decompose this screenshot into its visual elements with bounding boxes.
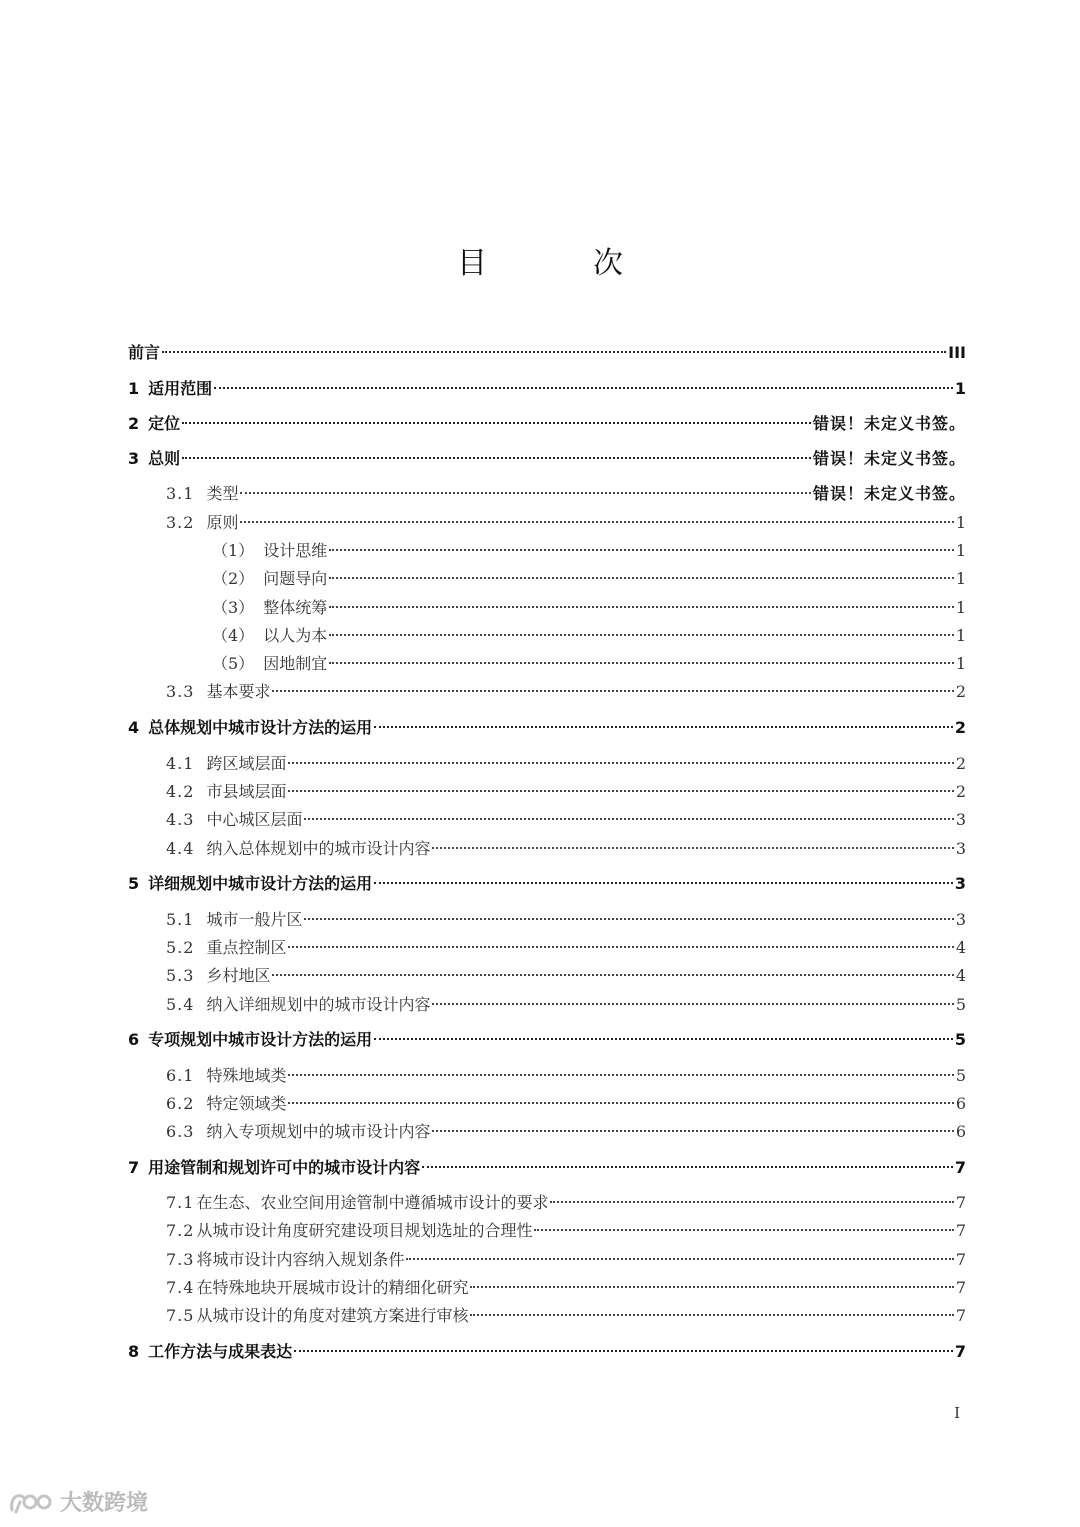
toc-entry[interactable] [166,1304,966,1328]
toc-dot-leader [329,606,954,608]
toc-entry[interactable] [166,1276,966,1300]
toc-entry-label: 跨区域层面 [206,754,287,773]
watermark [8,1486,148,1517]
toc-entry-number: 6.3 [166,1122,195,1141]
toc-entry-number: 5.2 [166,938,195,957]
toc-entry-label: 问题导向 [263,569,328,588]
toc-entry-label: 基本要求 [206,682,271,701]
toc-entry-number: 8 [128,1342,140,1361]
toc-entry-label: 在特殊地块开展城市设计的精细化研究 [196,1278,469,1297]
toc-dot-leader [329,549,954,551]
toc-entry-label: 工作方法与成果表达 [148,1342,293,1361]
toc-entry-page: 7 [954,1342,966,1361]
toc-entry-number: 3 [128,449,140,468]
toc-dot-leader [182,422,811,424]
toc-dot-leader [162,351,946,353]
toc-entry-label: 详细规划中城市设计方法的运用 [148,874,373,893]
toc-entry-page: 2 [955,682,966,701]
toc-dot-leader [272,690,953,692]
toc-entry-label: 中心城区层面 [206,810,303,829]
toc-entry-label: 从城市设计角度研究建设项目规划选址的合理性 [196,1221,533,1240]
toc-entry-page: 2 [955,754,966,773]
toc-entry-label: 整体统筹 [263,598,328,617]
toc-entry-page: 7 [955,1306,966,1325]
toc-entry[interactable] [166,1219,966,1243]
toc-dot-leader [422,1166,953,1168]
page-title: 目 次 [457,246,661,281]
toc-entry[interactable] [166,482,966,506]
toc-entry-number: 4.4 [166,839,195,858]
toc-entry-number: 5.4 [166,995,195,1014]
toc-entry-page: 错误！未定义书签。 [812,414,966,433]
toc-entry[interactable] [166,993,966,1017]
toc-entry-label: 原则 [206,513,239,532]
toc-entry[interactable] [128,872,966,896]
toc-dot-leader [534,1229,953,1231]
toc-entry-number: 6 [128,1030,140,1049]
toc-entry[interactable] [166,1248,966,1272]
toc-entry-label: 因地制宜 [263,654,328,673]
toc-entry[interactable] [212,596,966,620]
toc-dot-leader [288,946,953,948]
toc-entry-page: 5 [955,1066,966,1085]
toc-entry-number: 7.1 [166,1193,195,1212]
toc-entry-number: 7 [128,1158,140,1177]
toc-entry[interactable] [212,539,966,563]
toc-entry-label: 设计思维 [263,541,328,560]
toc-entry-page: 5 [954,1030,966,1049]
toc-dot-leader [374,1038,953,1040]
toc-entry-page: 3 [955,810,966,829]
toc-entry-page: 7 [955,1221,966,1240]
toc-entry-label: 纳入专项规划中的城市设计内容 [206,1122,431,1141]
toc-entry-page: 3 [955,910,966,929]
toc-entry[interactable] [166,1120,966,1144]
toc-dot-leader [329,577,954,579]
toc-entry-number: 3.1 [166,484,195,503]
toc-entry[interactable] [166,511,966,535]
toc-entry[interactable] [166,1191,966,1215]
toc-entry[interactable] [166,908,966,932]
toc-entry-number: 3.3 [166,682,195,701]
toc-entry-page: 1 [955,598,966,617]
toc-entry[interactable] [166,752,966,776]
toc-entry-label: 适用范围 [148,379,213,398]
toc-entry-number: 3.2 [166,513,195,532]
toc-entry-page: 6 [955,1122,966,1141]
toc-entry-label: 总体规划中城市设计方法的运用 [148,718,373,737]
toc-entry-page: 1 [955,513,966,532]
toc-entry-page: 7 [954,1158,966,1177]
toc-entry[interactable] [166,808,966,832]
toc-entry[interactable] [166,964,966,988]
toc-dot-leader [182,457,811,459]
toc-entry[interactable] [166,1064,966,1088]
toc-entry[interactable] [166,680,966,704]
toc-entry-page: 7 [955,1278,966,1297]
toc-entry-number: （1） [212,541,255,560]
toc-entry-label: 从城市设计的角度对建筑方案进行审核 [196,1306,469,1325]
toc-dot-leader [470,1286,953,1288]
toc-dot-leader [550,1201,953,1203]
toc-entry-number: 5.1 [166,910,195,929]
toc-entry-page: 4 [955,966,966,985]
toc-entry-page: 1 [954,379,966,398]
toc-entry-page: III [948,343,966,362]
page-number: I [954,1404,960,1422]
toc-entry-page: 6 [955,1094,966,1113]
toc-dot-leader [432,1130,953,1132]
toc-dot-leader [304,918,953,920]
toc-entry-page: 4 [955,938,966,957]
toc-dot-leader [240,492,811,494]
toc-entry-page: 1 [955,541,966,560]
toc-dot-leader [470,1314,953,1316]
toc-entry-number: （5） [212,654,255,673]
toc-entry[interactable] [128,1340,966,1364]
toc-entry[interactable] [128,412,966,436]
toc-entry-number: 7.4 [166,1278,195,1297]
toc-entry-number: 6.2 [166,1094,195,1113]
toc-entry-page: 3 [954,874,966,893]
toc-entry-label: 类型 [206,484,239,503]
toc-entry-label: 前言 [128,343,161,362]
toc-entry-page: 7 [955,1193,966,1212]
toc-entry-number: 5.3 [166,966,195,985]
toc-entry-label: 重点控制区 [206,938,287,957]
toc-dot-leader [329,634,954,636]
toc-entry-page: 错误！未定义书签。 [812,484,966,503]
toc-entry[interactable] [212,567,966,591]
toc-entry-number: 4.3 [166,810,195,829]
toc-entry[interactable] [128,716,966,740]
toc-entry-number: （3） [212,598,255,617]
toc-dot-leader [214,387,953,389]
toc-dot-leader [374,726,953,728]
toc-entry-number: 1 [128,379,140,398]
toc-entry-number: 6.1 [166,1066,195,1085]
toc-dot-leader [304,818,953,820]
toc-entry-number: 5 [128,874,140,893]
toc-entry-number: （4） [212,626,255,645]
toc-dot-leader [432,1003,953,1005]
toc-dot-leader [288,790,953,792]
toc-entry-label: 纳入详细规划中的城市设计内容 [206,995,431,1014]
toc-entry-page: 2 [954,718,966,737]
toc-entry-page: 3 [955,839,966,858]
toc-entry[interactable] [128,377,966,401]
toc-dot-leader [272,974,953,976]
toc-entry-label: 总则 [148,449,181,468]
toc-entry-page: 错误！未定义书签。 [812,449,966,468]
toc-entry-page: 7 [955,1250,966,1269]
toc-entry-label: 特殊地域类 [206,1066,287,1085]
toc-dot-leader [240,521,953,523]
toc-dot-leader [374,882,953,884]
toc-entry-number: 7.2 [166,1221,195,1240]
brand-logo-icon [8,1488,56,1516]
toc-entry-number: 4 [128,718,140,737]
toc-entry-number: 2 [128,414,140,433]
toc-entry-number: 7.5 [166,1306,195,1325]
toc-dot-leader [432,847,953,849]
toc-entry-label: 特定领域类 [206,1094,287,1113]
toc-entry-label: 市县域层面 [206,782,287,801]
toc-entry-label: 专项规划中城市设计方法的运用 [148,1030,373,1049]
toc-entry-page: 1 [955,569,966,588]
toc-entry-label: 将城市设计内容纳入规划条件 [196,1250,405,1269]
toc-entry-page: 2 [955,782,966,801]
toc-entry[interactable] [128,447,966,471]
toc-entry-number: （2） [212,569,255,588]
toc-entry-number: 7.3 [166,1250,195,1269]
toc-dot-leader [288,762,953,764]
watermark-text: 大数跨境 [60,1491,149,1516]
toc-entry-label: 以人为本 [263,626,328,645]
toc-entry-page: 1 [955,626,966,645]
toc-entry[interactable] [166,1092,966,1116]
toc-entry-label: 乡村地区 [206,966,271,985]
toc-entry[interactable] [212,624,966,648]
toc-entry-number: 4.2 [166,782,195,801]
toc-entry-label: 城市一般片区 [206,910,303,929]
toc-entry-page: 1 [955,654,966,673]
toc-dot-leader [406,1258,953,1260]
toc-entry[interactable] [166,837,966,861]
toc-entry[interactable] [166,780,966,804]
toc-dot-leader [329,662,954,664]
toc-dot-leader [288,1074,953,1076]
toc-entry[interactable] [212,652,966,676]
toc-entry-label: 纳入总体规划中的城市设计内容 [206,839,431,858]
toc-entry[interactable] [128,341,966,365]
toc-entry-label: 用途管制和规划许可中的城市设计内容 [148,1158,421,1177]
toc-dot-leader [288,1102,953,1104]
toc-entry-page: 5 [955,995,966,1014]
toc-dot-leader [294,1350,953,1352]
toc-entry[interactable] [166,936,966,960]
toc-entry-number: 4.1 [166,754,195,773]
toc-entry[interactable] [128,1156,966,1180]
toc-entry-label: 在生态、农业空间用途管制中遵循城市设计的要求 [196,1193,549,1212]
toc-entry[interactable] [128,1028,966,1052]
toc-entry-label: 定位 [148,414,181,433]
